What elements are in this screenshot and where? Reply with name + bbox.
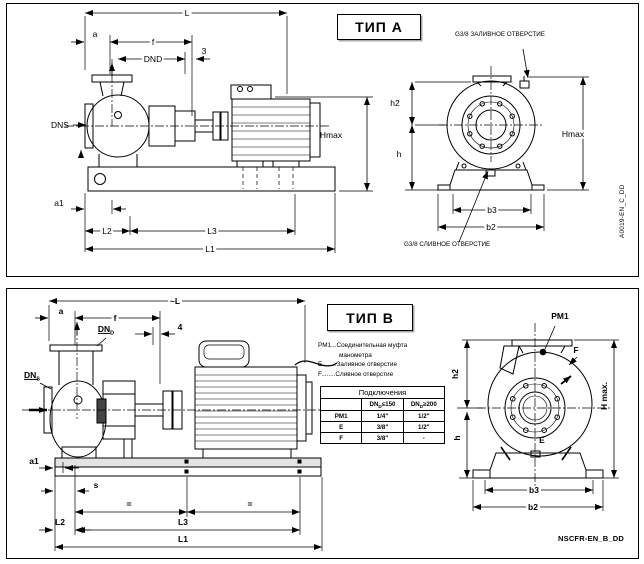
type-b-side-view [44, 341, 337, 476]
dim-l1-label: L1 [178, 533, 188, 544]
dim-hmax-end-label: Hmax [561, 128, 585, 139]
dim-b3-label: b3 [529, 484, 539, 495]
dim-4-label: 4 [177, 321, 183, 332]
dim-f-label: f [151, 36, 155, 47]
row-f-v1: 3/8" [362, 433, 403, 444]
dim-h-label: h [451, 435, 462, 441]
dnd-prefix: DN [97, 323, 111, 334]
e-point-label: E [539, 434, 545, 445]
legend-pm1-line2: манометра [339, 351, 372, 359]
dim-dnd-label: DND [143, 53, 163, 64]
row-e-v2: 1/2" [403, 422, 444, 433]
dim-L-label: L [184, 7, 190, 18]
type-b-leaders [40, 323, 577, 389]
table-row [321, 387, 445, 399]
connections-table-title: Подключения [321, 387, 445, 399]
dim-l3-label: L3 [207, 225, 217, 236]
dim-dns-label: DNS [51, 119, 69, 130]
dim-l2-label: L2 [55, 516, 65, 527]
dim-l3-label: L3 [178, 516, 188, 527]
f-point-label: F [573, 344, 579, 355]
header-empty-cell [321, 399, 362, 411]
hdr1-prefix: DN [410, 400, 420, 408]
table-row [321, 399, 445, 411]
dim-l1-label: L1 [205, 243, 215, 254]
type-a-panel [6, 3, 639, 277]
dim-approx-L-label: ~L [169, 295, 181, 306]
legend-f-line: F........Сливное отверстие [318, 370, 394, 378]
header-dnd-ge-cell [403, 399, 444, 411]
row-pm1-name: PM1 [321, 411, 362, 422]
dns-prefix: DN [24, 369, 37, 380]
dim-a1-label: a1 [29, 455, 39, 466]
dim-b2-label: b2 [528, 501, 538, 512]
dim-h2-label: h2 [390, 97, 400, 108]
row-pm1-v1: 1/4" [362, 411, 403, 422]
type-b-title-box [327, 304, 413, 331]
type-b-title: ТИП B [346, 309, 394, 326]
dim-a1-label: a1 [54, 197, 64, 208]
legend-pm1-line: PM1...Соединительная муфта [318, 342, 408, 349]
dim-hmax-label: H max. [598, 382, 609, 410]
pm1-point-label: PM1 [551, 310, 569, 321]
connection-legend [318, 341, 407, 379]
dim-a-label: a [58, 305, 64, 316]
type-b-end-view [473, 340, 603, 478]
row-f-v2: - [403, 433, 444, 444]
dnd-sub: D [110, 330, 115, 337]
dim-l2-label: L2 [102, 225, 112, 236]
dim-f-label: f [113, 312, 117, 323]
dim-b2-label: b2 [486, 221, 496, 232]
legend-e-line: E........Заливное отверстие [318, 361, 398, 369]
type-a-title: ТИП A [355, 19, 403, 35]
dim-s-label: s [93, 479, 99, 490]
dim-3-label: 3 [201, 45, 207, 56]
row-e-v1: 3/8" [362, 422, 403, 433]
hdr1-cond: ≥200 [423, 400, 437, 408]
dim-eq1-label: = [126, 498, 132, 509]
hdr0-sub: D [378, 403, 382, 409]
table-row [321, 433, 445, 444]
header-dnd-le-cell [362, 399, 403, 411]
row-e-name: E [321, 422, 362, 433]
dim-eq2-label: = [247, 498, 253, 509]
dim-hmax-side-label: Hmax [319, 129, 343, 140]
fill-hole-note: G3/8 ЗАЛИВНОЕ ОТВЕРСТИЕ [455, 31, 545, 38]
row-pm1-v2: 1/2" [403, 411, 444, 422]
hdr1-sub: D [419, 403, 424, 409]
hdr0-prefix: DN [369, 400, 379, 408]
dim-dnd-label [98, 325, 114, 337]
hdr0-cond: ≤150 [381, 400, 396, 408]
dim-h-label: h [396, 148, 402, 159]
drawing-code-a: A0019-EN_C_DD [619, 184, 626, 238]
dim-b3-label: b3 [487, 204, 497, 215]
drain-hole-note: G3/8 СЛИВНОЕ ОТВЕРСТИЕ [404, 241, 491, 248]
dim-h2-label: h2 [449, 369, 460, 379]
row-f-name: F [321, 433, 362, 444]
dns-sub: S [36, 376, 40, 383]
type-a-title-box [337, 14, 421, 40]
type-b-panel [6, 288, 639, 559]
table-row [321, 422, 445, 433]
table-row [321, 411, 445, 422]
type-a-side-view [85, 75, 335, 191]
drawing-code-b: NSCFR-EN_B_DD [558, 534, 624, 543]
dim-dns-label [24, 371, 40, 383]
connections-table [320, 386, 445, 444]
dim-a-label: a [92, 28, 98, 39]
